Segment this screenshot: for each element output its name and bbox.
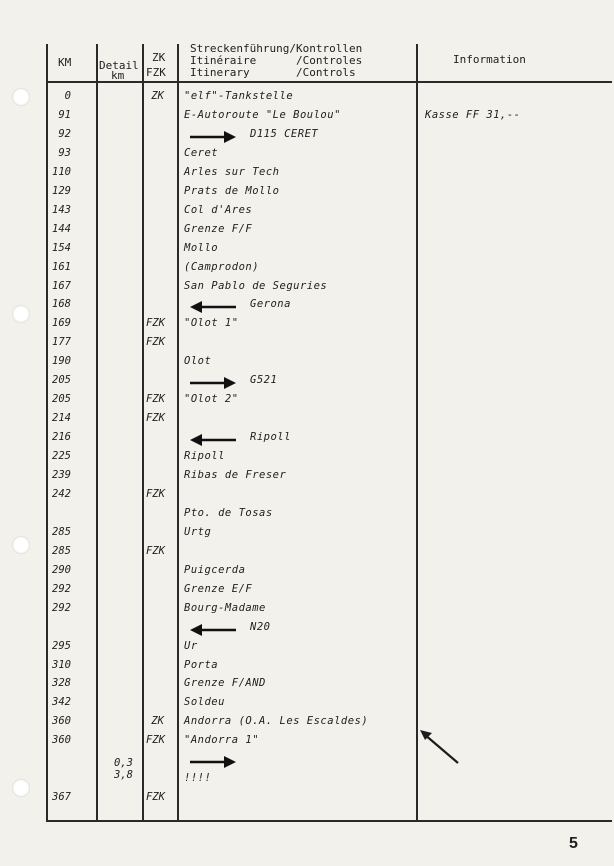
pointer-arrow-icon — [418, 728, 464, 768]
table-row — [0, 450, 614, 469]
header-route-de: Streckenführung/Kontrollen — [190, 42, 363, 55]
km-value: 168 — [52, 298, 71, 311]
arrow-right-icon — [190, 131, 236, 143]
header-detail-unit: km — [111, 69, 125, 82]
table-row — [0, 298, 614, 317]
km-value: 225 — [52, 450, 71, 463]
km-value: 239 — [52, 469, 71, 481]
table-row — [0, 621, 614, 640]
route-text: Pto. de Tosas — [184, 506, 273, 519]
table-row — [0, 412, 614, 431]
km-value: 328 — [52, 677, 71, 690]
km-value: 143 — [52, 203, 71, 216]
route-text: San Pablo de Seguries — [184, 279, 328, 292]
km-value: 92 — [58, 127, 71, 140]
table-row — [0, 753, 614, 772]
route-text: Urtg — [184, 525, 212, 538]
table-row — [0, 109, 614, 128]
km-value: 0 — [64, 90, 71, 102]
table-row — [0, 204, 614, 223]
control-type: ZK — [151, 715, 164, 728]
header-information: Information — [453, 53, 526, 66]
arrow-left-icon — [190, 301, 236, 313]
route-text: G521 — [250, 374, 278, 387]
table-row — [0, 602, 614, 621]
route-text: !!!! — [184, 772, 212, 785]
route-text: "elf"-Tankstelle — [184, 90, 294, 102]
table-row — [0, 393, 614, 412]
km-value: 169 — [52, 317, 71, 330]
header-route-en: Itinerary /Controls — [190, 66, 356, 79]
km-value: 360 — [52, 734, 71, 747]
km-value: 292 — [52, 582, 71, 595]
table-row — [0, 507, 614, 526]
km-value: 360 — [52, 715, 71, 728]
table-row — [0, 128, 614, 147]
table-row — [0, 223, 614, 242]
route-text: Andorra (O.A. Les Escaldes) — [184, 715, 369, 728]
route-text: Mollo — [184, 241, 219, 254]
table-row — [0, 545, 614, 564]
km-value: 285 — [52, 544, 71, 557]
route-text: Col d'Ares — [184, 203, 253, 216]
control-type: FZK — [146, 791, 165, 804]
table-row — [0, 242, 614, 261]
route-text: (Camprodon) — [184, 260, 260, 273]
table-row — [0, 715, 614, 734]
header-rule — [46, 81, 612, 83]
route-text: D115 CERET — [250, 127, 319, 140]
control-type: ZK — [151, 90, 164, 102]
bottom-rule — [46, 820, 612, 822]
table-row — [0, 640, 614, 659]
route-text: Ripoll — [184, 450, 225, 463]
header-fzk: FZK — [146, 66, 166, 79]
route-text: "Andorra 1" — [184, 734, 260, 747]
table-row — [0, 185, 614, 204]
route-text: Puigcerda — [184, 563, 246, 576]
header-zk: ZK — [152, 51, 166, 64]
route-text: E-Autoroute "Le Boulou" — [184, 108, 341, 121]
table-row — [0, 147, 614, 166]
route-text: "Olot 1" — [184, 317, 239, 330]
table-row — [0, 261, 614, 280]
route-text: Prats de Mollo — [184, 184, 280, 197]
km-value: 154 — [52, 241, 71, 254]
arrow-left-icon — [190, 434, 236, 446]
table-row — [0, 696, 614, 715]
table-row — [0, 90, 614, 109]
table-row — [0, 583, 614, 602]
route-text: Ceret — [184, 146, 219, 159]
km-value: 295 — [52, 639, 71, 652]
header-route-fr: Itinéraire /Controles — [190, 54, 363, 67]
route-text: Soldeu — [184, 696, 225, 709]
km-value: 93 — [58, 146, 71, 159]
table-row — [0, 431, 614, 450]
route-text: Grenze F/F — [184, 222, 253, 235]
km-value: 91 — [58, 108, 71, 121]
km-value: 290 — [52, 563, 71, 576]
km-value: 310 — [52, 658, 71, 671]
route-text: Porta — [184, 658, 219, 671]
km-value: 205 — [52, 393, 71, 406]
km-value: 177 — [52, 336, 71, 349]
km-value: 242 — [52, 487, 71, 500]
route-text: Grenze E/F — [184, 582, 253, 595]
km-value: 167 — [52, 279, 71, 292]
detail-value: 3,8 — [114, 769, 133, 781]
table-row — [0, 677, 614, 696]
route-text: N20 — [250, 620, 271, 633]
table-row — [0, 355, 614, 374]
control-type: FZK — [146, 544, 165, 557]
route-text: Olot — [184, 355, 212, 368]
arrow-right-icon — [190, 756, 236, 768]
table-row — [0, 280, 614, 299]
table-row — [0, 317, 614, 336]
km-value: 214 — [52, 412, 71, 425]
control-type: FZK — [146, 734, 165, 747]
arrow-left-icon — [190, 624, 236, 636]
km-value: 216 — [52, 431, 71, 444]
km-value: 144 — [52, 222, 71, 235]
information-text: Kasse FF 31,-- — [425, 108, 521, 121]
km-value: 205 — [52, 374, 71, 387]
table-row — [0, 772, 614, 791]
table-row — [0, 791, 614, 810]
km-value: 110 — [52, 165, 71, 178]
km-value: 129 — [52, 184, 71, 197]
table-row — [0, 659, 614, 678]
route-text: Ribas de Freser — [184, 469, 287, 481]
page-number: 5 — [569, 835, 578, 852]
control-type: FZK — [146, 412, 165, 425]
detail-value: 0,3 — [114, 757, 133, 769]
route-text: Ripoll — [250, 431, 291, 444]
route-text: Grenze F/AND — [184, 677, 266, 690]
table-row — [0, 166, 614, 185]
arrow-right-icon — [190, 377, 236, 389]
table-row — [0, 564, 614, 583]
km-value: 342 — [52, 696, 71, 709]
route-text: Bourg-Madame — [184, 601, 266, 614]
table-row — [0, 734, 614, 753]
control-type: FZK — [146, 393, 165, 406]
route-text: "Olot 2" — [184, 393, 239, 406]
header-detail: Detail — [99, 59, 139, 72]
route-text: Arles sur Tech — [184, 165, 280, 178]
km-value: 161 — [52, 260, 71, 273]
header-km: KM — [58, 56, 72, 69]
km-value: 367 — [52, 791, 71, 804]
km-value: 285 — [52, 525, 71, 538]
table-row — [0, 526, 614, 545]
control-type: FZK — [146, 317, 165, 330]
control-type: FZK — [146, 487, 165, 500]
table-row — [0, 469, 614, 488]
table-row — [0, 488, 614, 507]
control-type: FZK — [146, 336, 165, 349]
km-value: 292 — [52, 601, 71, 614]
table-row — [0, 336, 614, 355]
route-text: Gerona — [250, 298, 291, 311]
table-row — [0, 374, 614, 393]
detail-km-values — [105, 757, 133, 781]
route-text: Ur — [184, 639, 198, 652]
km-value: 190 — [52, 355, 71, 368]
